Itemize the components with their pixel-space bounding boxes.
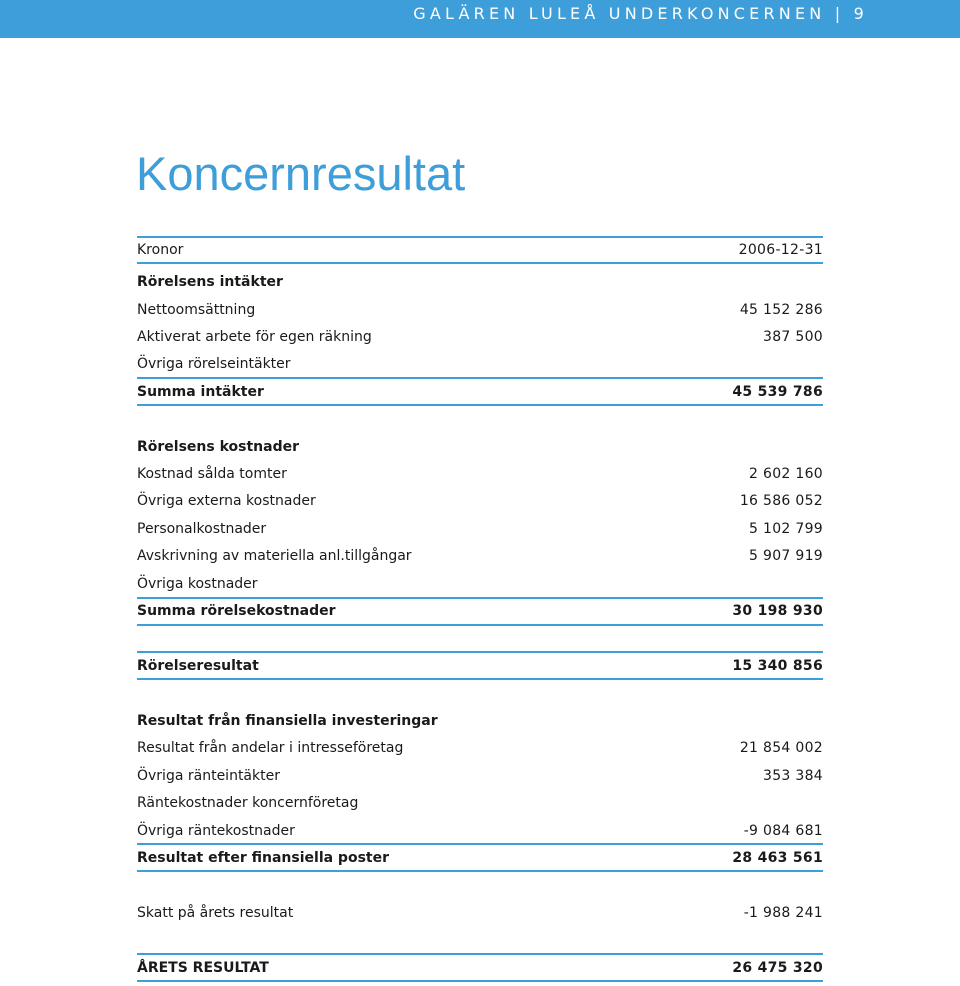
table-row [137, 765, 823, 787]
table-row [137, 490, 823, 512]
row-value: 5 102 799 [749, 521, 823, 537]
divider [137, 404, 823, 406]
header-bar [0, 0, 960, 38]
row-label: Rörelsens intäkter [137, 274, 283, 290]
divider [137, 377, 823, 379]
row-value: 15 340 856 [732, 658, 823, 674]
section-heading [137, 436, 823, 458]
row-label: Räntekostnader koncernföretag [137, 795, 359, 811]
summary-row [137, 847, 823, 869]
row-value: 28 463 561 [732, 850, 823, 866]
divider [137, 953, 823, 955]
row-value: 45 539 786 [732, 384, 823, 400]
row-value: 30 198 930 [732, 603, 823, 619]
table-header-row [137, 239, 823, 261]
row-label: Avskrivning av materiella anl.tillgångar [137, 548, 412, 564]
row-label: Rörelseresultat [137, 658, 259, 674]
table-row [137, 737, 823, 759]
row-label: Övriga kostnader [137, 576, 258, 592]
row-label: Kostnad sålda tomter [137, 466, 287, 482]
row-label: Summa rörelsekostnader [137, 603, 336, 619]
table-row [137, 463, 823, 485]
row-label: Nettoomsättning [137, 302, 256, 318]
table-row [137, 573, 823, 595]
running-header: GALÄREN LULEÅ UNDERKONCERNEN | 9 [413, 4, 868, 23]
row-label: Resultat efter finansiella poster [137, 850, 389, 866]
row-label: Skatt på årets resultat [137, 905, 294, 921]
row-value: 2 602 160 [749, 466, 823, 482]
table-row [137, 792, 823, 814]
row-label: Övriga räntekostnader [137, 823, 295, 839]
row-label: Aktiverat arbete för egen räkning [137, 329, 372, 345]
divider [137, 597, 823, 599]
section-heading [137, 710, 823, 732]
date-column-header: 2006-12-31 [738, 242, 823, 258]
row-label: Resultat från andelar i intresseföretag [137, 740, 404, 756]
table-row [137, 902, 823, 924]
row-value: 387 500 [763, 329, 823, 345]
table-row [137, 820, 823, 842]
row-value: 5 907 919 [749, 548, 823, 564]
divider [137, 870, 823, 872]
table-row [137, 353, 823, 375]
row-label: Övriga externa kostnader [137, 493, 316, 509]
row-value: -9 084 681 [743, 823, 823, 839]
row-label: Summa intäkter [137, 384, 264, 400]
divider [137, 843, 823, 845]
row-label: Övriga rörelseintäkter [137, 356, 291, 372]
row-value: -1 988 241 [743, 905, 823, 921]
row-value: 21 854 002 [739, 740, 823, 756]
summary-row [137, 600, 823, 622]
row-label: Resultat från finansiella investeringar [137, 713, 438, 729]
result-row [137, 957, 823, 979]
row-value: 45 152 286 [739, 302, 823, 318]
divider [137, 624, 823, 626]
row-value: 16 586 052 [739, 493, 823, 509]
page-title: Koncernresultat [136, 147, 466, 200]
row-label: Rörelsens kostnader [137, 439, 300, 455]
section-heading [137, 271, 823, 293]
row-label: Övriga ränteintäkter [137, 768, 280, 784]
row-label: Personalkostnader [137, 521, 267, 537]
divider [137, 678, 823, 680]
divider [137, 651, 823, 653]
summary-row [137, 655, 823, 677]
row-value: 26 475 320 [732, 960, 823, 976]
divider [137, 236, 823, 238]
summary-row [137, 381, 823, 403]
table-row [137, 326, 823, 348]
divider [137, 262, 823, 264]
table-row [137, 518, 823, 540]
row-label: ÅRETS RESULTAT [137, 960, 269, 976]
table-row [137, 299, 823, 321]
divider [137, 980, 823, 982]
currency-label: Kronor [137, 242, 184, 258]
table-row [137, 545, 823, 567]
row-value: 353 384 [763, 768, 823, 784]
